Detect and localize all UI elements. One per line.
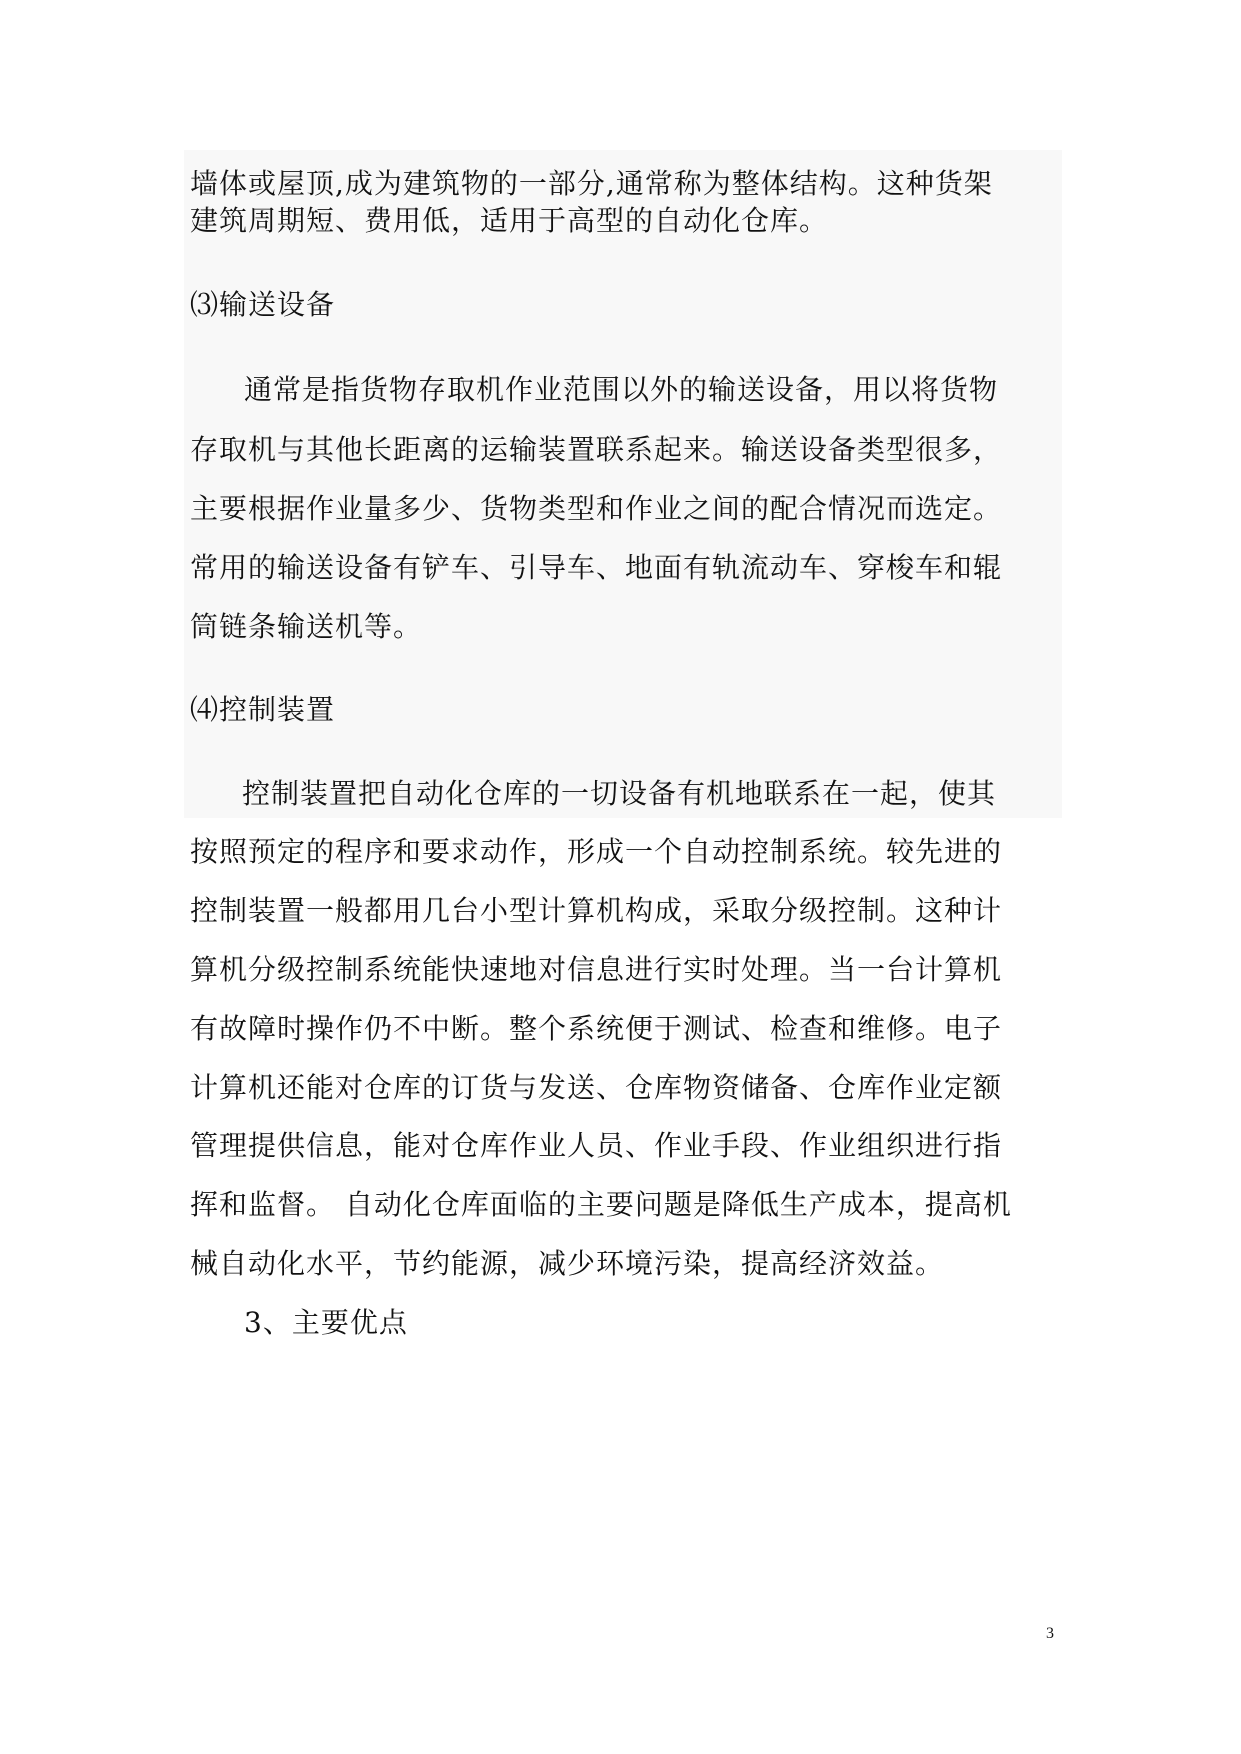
text-line: 通常是指货物存取机作业范围以外的输送设备，用以将货物 — [244, 373, 999, 406]
text-line: 常用的输送设备有铲车、引导车、地面有轨流动车、穿梭车和辊 — [190, 551, 1003, 584]
text-line: 筒链条输送机等。 — [190, 610, 423, 643]
text-line: 存取机与其他长距离的运输装置联系起来。输送设备类型很多， — [190, 433, 1003, 466]
text-line: 墙体或屋顶,成为建筑物的一部分,通常称为整体结构。这种货架 — [190, 167, 993, 200]
section-heading: 3、主要优点 — [244, 1306, 408, 1339]
section-heading: ⑷控制装置 — [190, 693, 336, 726]
text-line: 计算机还能对仓库的订货与发送、仓库物资储备、仓库作业定额 — [190, 1071, 1003, 1104]
text-line: 有故障时操作仍不中断。整个系统便于测试、检查和维修。电子 — [190, 1012, 1003, 1045]
page-number: 3 — [1046, 1625, 1054, 1642]
text-line: 控制装置一般都用几台小型计算机构成，采取分级控制。这种计 — [190, 894, 1003, 927]
text-line: 建筑周期短、费用低，适用于高型的自动化仓库。 — [190, 204, 829, 237]
text-line: 算机分级控制系统能快速地对信息进行实时处理。当一台计算机 — [190, 953, 1003, 986]
text-line: 械自动化水平，节约能源，减少环境污染，提高经济效益。 — [190, 1247, 945, 1280]
section-heading: ⑶输送设备 — [190, 288, 336, 321]
text-line: 挥和监督。 自动化仓库面临的主要问题是降低生产成本，提高机 — [190, 1188, 1012, 1221]
text-line: 按照预定的程序和要求动作，形成一个自动控制系统。较先进的 — [190, 835, 1003, 868]
text-line: 主要根据作业量多少、货物类型和作业之间的配合情况而选定。 — [190, 492, 1003, 525]
text-line: 管理提供信息，能对仓库作业人员、作业手段、作业组织进行指 — [190, 1129, 1003, 1162]
text-line: 控制装置把自动化仓库的一切设备有机地联系在一起，使其 — [242, 777, 997, 810]
